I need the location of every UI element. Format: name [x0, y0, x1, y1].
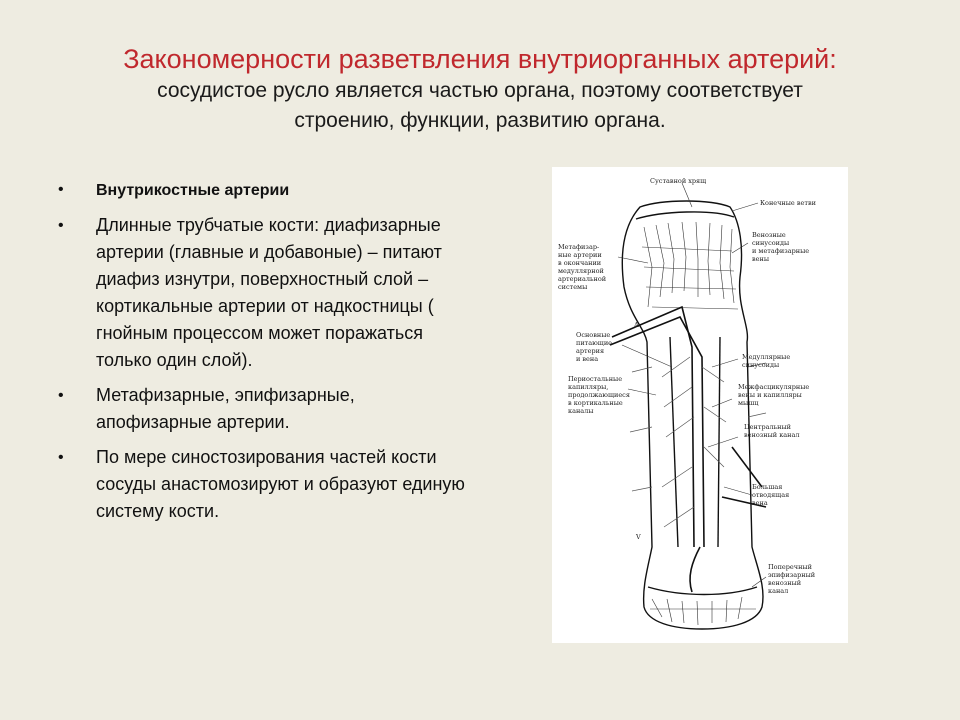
bullet-text: Метафизарные, эпифизарные, апофизарные артерии.: [96, 385, 355, 432]
svg-text:системы: системы: [558, 283, 588, 291]
svg-text:Венозные: Венозные: [752, 231, 786, 239]
svg-text:Межфасцикулярные: Межфасцикулярные: [738, 383, 810, 391]
svg-text:венозный: венозный: [768, 579, 802, 587]
bullet-dot-icon: •: [58, 449, 64, 466]
svg-text:вены и капилляры: вены и капилляры: [738, 391, 802, 399]
svg-text:канал: канал: [768, 587, 789, 595]
svg-text:Центральный: Центральный: [744, 423, 791, 431]
svg-text:и вена: и вена: [576, 355, 599, 363]
bullet-dot-icon: •: [58, 217, 64, 234]
svg-text:каналы: каналы: [568, 407, 594, 415]
svg-text:в окончании: в окончании: [558, 259, 602, 267]
label-marker-v: V: [636, 533, 641, 541]
svg-text:ные артерии: ные артерии: [558, 251, 602, 259]
slide-heading: Закономерности разветвления внутриорганных артерий:: [123, 44, 837, 74]
bullet-item: [58, 444, 468, 525]
svg-text:синусоиды: синусоиды: [742, 361, 780, 369]
label-articular-cartilage: Суставной хрящ: [650, 177, 707, 185]
label-transverse-canal: [768, 563, 815, 595]
slide-subheading-line-2: строению, функции, развитию органа.: [294, 109, 666, 132]
label-periosteal-capillaries: [568, 375, 630, 415]
bullet-text: По мере синостозирования частей кости сосуды анастомозируют и образуют единую систему кости.: [96, 447, 465, 521]
svg-text:венозный канал: венозный канал: [744, 431, 800, 439]
label-metaphyseal-arteries: [558, 243, 606, 291]
svg-text:питающие: питающие: [576, 339, 613, 347]
label-large-vein: [752, 483, 789, 507]
svg-text:мышц: мышц: [738, 399, 759, 407]
bullet-dot-icon: •: [58, 181, 64, 198]
bullet-dot-icon: •: [58, 387, 64, 404]
svg-text:в кортикальные: в кортикальные: [568, 399, 623, 407]
svg-text:синусоиды: синусоиды: [752, 239, 790, 247]
svg-text:вены: вены: [752, 255, 770, 263]
svg-text:вена: вена: [752, 499, 768, 507]
trabecular-texture: [642, 222, 759, 625]
bullet-text: Внутрикостные артерии: [96, 182, 290, 199]
svg-text:Медуллярные: Медуллярные: [742, 353, 791, 361]
svg-text:Поперечный: Поперечный: [768, 563, 812, 571]
svg-text:Периостальные: Периостальные: [568, 375, 623, 383]
label-central-canal: [744, 423, 799, 439]
bullet-item: [58, 382, 468, 436]
bullet-item: [58, 212, 468, 374]
title-block: [40, 42, 920, 136]
bullet-item: [58, 176, 468, 204]
label-venous-sinusoids: [752, 231, 809, 263]
bullet-text: Длинные трубчатые кости: диафизарные артерии (главные и добавоные) – питают диафиз изнутри, поверхностный слой – кортикальные артерии от надкостницы ( гнойным процессом может поражаться только один слой).: [96, 215, 442, 370]
svg-text:отводящая: отводящая: [752, 491, 790, 499]
label-medullary-sinusoids: [742, 353, 790, 369]
label-nutrient-artery: [576, 331, 612, 363]
svg-text:капилляры,: капилляры,: [568, 383, 609, 391]
label-marker-a: A: [634, 321, 639, 329]
bone-illustration: [552, 167, 848, 643]
svg-text:артериальной: артериальной: [558, 275, 607, 283]
svg-text:артерия: артерия: [576, 347, 605, 355]
svg-text:продолжающиеся: продолжающиеся: [568, 391, 630, 399]
svg-text:медуллярной: медуллярной: [558, 267, 604, 275]
bone-vessel-diagram: [552, 167, 848, 643]
label-intermuscular-veins: [738, 383, 809, 407]
label-end-branches: Конечные ветви: [760, 199, 816, 207]
svg-text:эпифизарный: эпифизарный: [768, 571, 816, 579]
bullet-list: [58, 176, 468, 533]
svg-text:и метафизарные: и метафизарные: [752, 247, 810, 255]
svg-text:Большая: Большая: [752, 483, 783, 491]
svg-text:Основные: Основные: [576, 331, 611, 339]
svg-text:Метафизар-: Метафизар-: [558, 243, 600, 251]
slide-subheading-line-1: сосудистое русло является частью органа, поэтому соответствует: [157, 79, 803, 102]
